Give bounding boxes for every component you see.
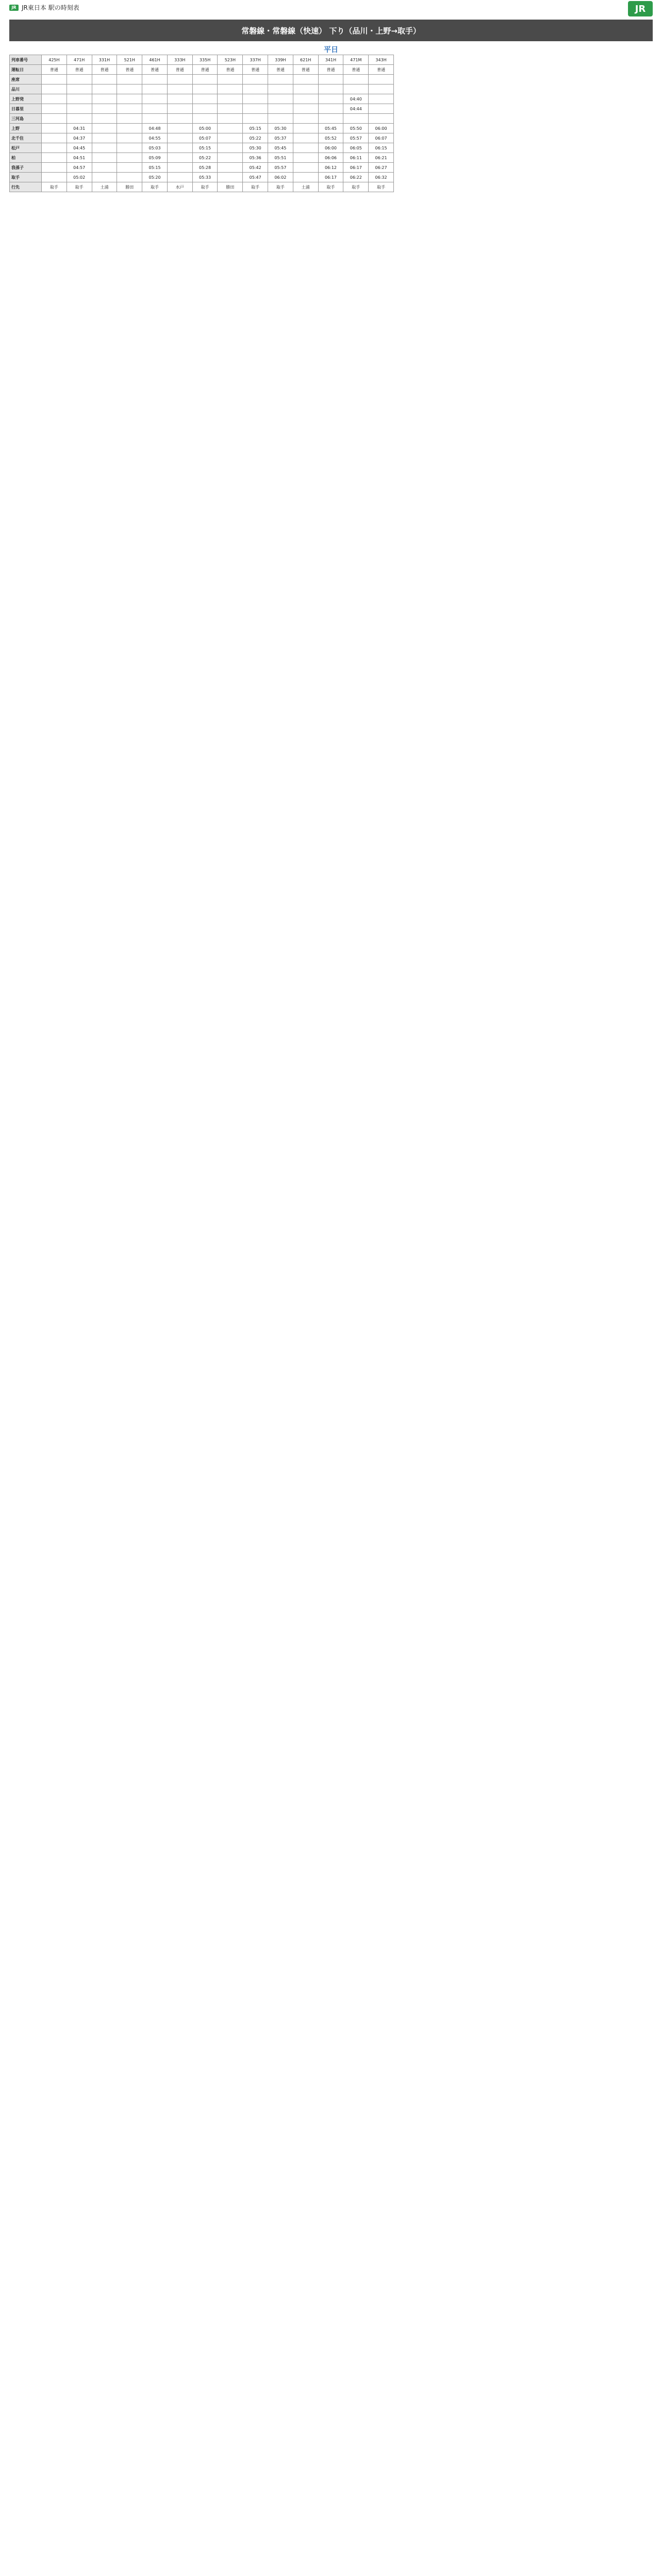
timetable-cell: 05:15 xyxy=(243,124,268,133)
timetable-cell xyxy=(42,143,67,153)
timetable-cell: 04:57 xyxy=(67,163,92,173)
jr-logo-icon: JR xyxy=(628,1,653,16)
row-label: 我孫子 xyxy=(10,163,42,173)
timetable-cell: 05:51 xyxy=(268,153,293,163)
timetable-cell xyxy=(243,114,268,124)
timetable-cell xyxy=(117,163,142,173)
timetable-cell xyxy=(117,104,142,114)
timetable-cell: 普通 xyxy=(318,65,343,75)
timetable-cell xyxy=(293,124,318,133)
timetable-cell: 06:00 xyxy=(369,124,394,133)
timetable-cell xyxy=(142,104,168,114)
timetable-cell: 04:40 xyxy=(343,94,369,104)
timetable-row xyxy=(10,173,394,182)
timetable-cell xyxy=(92,104,117,114)
timetable-cell xyxy=(142,84,168,94)
timetable-page-1 xyxy=(0,0,662,515)
timetable-cell: 05:57 xyxy=(268,163,293,173)
timetable-cell xyxy=(117,143,142,153)
timetable-cell: 04:55 xyxy=(142,133,168,143)
timetable-cell xyxy=(42,173,67,182)
timetable-cell: 06:07 xyxy=(369,133,394,143)
timetable-cell xyxy=(293,75,318,84)
timetable-cell: 05:00 xyxy=(192,124,218,133)
timetable-cell xyxy=(293,143,318,153)
timetable-cell: 普通 xyxy=(142,65,168,75)
timetable-cell: 勝田 xyxy=(117,182,142,192)
timetable-cell xyxy=(67,104,92,114)
timetable-cell: 05:28 xyxy=(192,163,218,173)
timetable-cell xyxy=(142,94,168,104)
header-left xyxy=(9,3,79,12)
timetable-cell xyxy=(218,84,243,94)
timetable-cell: 461H xyxy=(142,55,168,65)
timetable-cell xyxy=(192,114,218,124)
timetable-cell: 06:27 xyxy=(369,163,394,173)
timetable-cell xyxy=(92,124,117,133)
timetable-cell: 05:30 xyxy=(268,124,293,133)
timetable-cell: 普通 xyxy=(192,65,218,75)
timetable-cell xyxy=(218,133,243,143)
timetable-cell xyxy=(293,133,318,143)
timetable-cell xyxy=(167,173,192,182)
timetable-cell: 05:50 xyxy=(343,124,369,133)
timetable-cell: 06:05 xyxy=(343,143,369,153)
timetable-cell: 取手 xyxy=(192,182,218,192)
timetable-cell: 水戸 xyxy=(167,182,192,192)
timetable-cell: 05:15 xyxy=(142,163,168,173)
timetable-cell: 取手 xyxy=(268,182,293,192)
timetable-cell xyxy=(293,114,318,124)
timetable-cell xyxy=(243,94,268,104)
timetable-row xyxy=(10,153,394,163)
timetable-cell: 05:22 xyxy=(192,153,218,163)
timetable-row xyxy=(10,163,394,173)
timetable-cell xyxy=(42,75,67,84)
row-label: 行先 xyxy=(10,182,42,192)
timetable-cell xyxy=(243,84,268,94)
timetable-cell xyxy=(192,75,218,84)
timetable-row xyxy=(10,104,394,114)
timetable-cell xyxy=(167,75,192,84)
timetable-row xyxy=(10,114,394,124)
row-label: 運転日 xyxy=(10,65,42,75)
timetable-cell: 06:17 xyxy=(318,173,343,182)
timetable-cell: 04:48 xyxy=(142,124,168,133)
timetable-cell: 341H xyxy=(318,55,343,65)
timetable-row xyxy=(10,55,394,65)
timetable-cell xyxy=(167,163,192,173)
timetable-cell: 05:22 xyxy=(243,133,268,143)
timetable-cell xyxy=(192,104,218,114)
row-label: 上野発 xyxy=(10,94,42,104)
timetable-cell xyxy=(92,75,117,84)
timetable-cell: 普通 xyxy=(167,65,192,75)
day-type-label: 平日 xyxy=(324,46,338,54)
timetable-cell: 331H xyxy=(92,55,117,65)
row-label: 取手 xyxy=(10,173,42,182)
timetable-cell xyxy=(318,75,343,84)
timetable-cell xyxy=(92,143,117,153)
timetable-cell xyxy=(218,124,243,133)
timetable-cell: 取手 xyxy=(42,182,67,192)
timetable-cell xyxy=(293,173,318,182)
timetable-cell: 勝田 xyxy=(218,182,243,192)
timetable-cell xyxy=(167,143,192,153)
timetable-cell: 06:32 xyxy=(369,173,394,182)
timetable-cell xyxy=(293,153,318,163)
timetable-cell: 普通 xyxy=(67,65,92,75)
row-label: 北千住 xyxy=(10,133,42,143)
timetable-cell: 06:21 xyxy=(369,153,394,163)
timetable-cell xyxy=(369,114,394,124)
timetable-cell xyxy=(218,143,243,153)
timetable-cell xyxy=(167,114,192,124)
timetable-cell: 471M xyxy=(343,55,369,65)
timetable-cell xyxy=(343,84,369,94)
timetable-cell: 05:33 xyxy=(192,173,218,182)
timetable-cell: 普通 xyxy=(218,65,243,75)
timetable-cell xyxy=(167,124,192,133)
timetable-cell: 05:03 xyxy=(142,143,168,153)
timetable-cell xyxy=(293,163,318,173)
timetable-cell: 04:31 xyxy=(67,124,92,133)
timetable-cell xyxy=(293,104,318,114)
page-title: 常磐線・常磐線（快速） 下り（品川・上野→取手） xyxy=(9,20,653,41)
timetable-cell xyxy=(218,94,243,104)
timetable-row xyxy=(10,75,394,84)
timetable-cell xyxy=(343,114,369,124)
timetable-cell xyxy=(167,153,192,163)
timetable-cell xyxy=(268,104,293,114)
timetable-cell xyxy=(218,173,243,182)
row-label: 三河島 xyxy=(10,114,42,124)
timetable-cell: 05:09 xyxy=(142,153,168,163)
timetable-cell: 取手 xyxy=(369,182,394,192)
timetable-cell xyxy=(42,114,67,124)
row-label: 上野 xyxy=(10,124,42,133)
timetable-cell: 取手 xyxy=(67,182,92,192)
row-label: 列車番号 xyxy=(10,55,42,65)
timetable-cell xyxy=(117,84,142,94)
timetable-cell xyxy=(218,114,243,124)
timetable-cell: 04:45 xyxy=(67,143,92,153)
timetable-cell xyxy=(92,163,117,173)
timetable-cell: 521H xyxy=(117,55,142,65)
timetable-cell: 普通 xyxy=(343,65,369,75)
timetable-cell xyxy=(243,75,268,84)
timetable-row xyxy=(10,133,394,143)
timetable-cell xyxy=(42,133,67,143)
timetable-cell xyxy=(92,94,117,104)
timetable-cell xyxy=(42,94,67,104)
timetable-cell: 621H xyxy=(293,55,318,65)
timetable-cell: 06:06 xyxy=(318,153,343,163)
timetable-cell: 普通 xyxy=(369,65,394,75)
row-label: 柏 xyxy=(10,153,42,163)
timetable-cell xyxy=(343,75,369,84)
timetable-row xyxy=(10,65,394,75)
timetable-cell xyxy=(318,94,343,104)
timetable-cell: 05:45 xyxy=(318,124,343,133)
timetable-row xyxy=(10,124,394,133)
row-label: 日暮里 xyxy=(10,104,42,114)
timetable-cell xyxy=(268,114,293,124)
timetable-cell xyxy=(92,173,117,182)
timetable-cell: 06:12 xyxy=(318,163,343,173)
timetable-cell: 取手 xyxy=(318,182,343,192)
timetable-cell xyxy=(117,75,142,84)
timetable-cell: 普通 xyxy=(243,65,268,75)
row-label: 松戸 xyxy=(10,143,42,153)
timetable-cell xyxy=(42,104,67,114)
timetable-cell: 普通 xyxy=(268,65,293,75)
timetable-cell xyxy=(268,75,293,84)
timetable-cell xyxy=(318,114,343,124)
timetable-cell xyxy=(192,94,218,104)
timetable-row xyxy=(10,84,394,94)
row-label: 品川 xyxy=(10,84,42,94)
timetable-cell xyxy=(42,153,67,163)
timetable-cell: 土浦 xyxy=(293,182,318,192)
timetable-cell xyxy=(67,84,92,94)
timetable-cell xyxy=(369,94,394,104)
timetable-cell xyxy=(318,104,343,114)
timetable-cell xyxy=(369,104,394,114)
timetable-cell: 05:30 xyxy=(243,143,268,153)
timetable-cell: 523H xyxy=(218,55,243,65)
timetable-cell xyxy=(117,173,142,182)
timetable-cell: 取手 xyxy=(243,182,268,192)
timetable-cell xyxy=(369,75,394,84)
timetable-cell xyxy=(293,94,318,104)
timetable-row xyxy=(10,182,394,192)
timetable-cell xyxy=(92,84,117,94)
timetable-cell: 06:15 xyxy=(369,143,394,153)
company-name: JR東日本 駅の時刻表 xyxy=(22,4,79,11)
timetable-cell xyxy=(218,104,243,114)
timetable-cell xyxy=(167,94,192,104)
timetable-cell xyxy=(92,133,117,143)
timetable-cell xyxy=(142,114,168,124)
timetable-cell xyxy=(369,84,394,94)
timetable-cell xyxy=(167,84,192,94)
timetable-cell: 普通 xyxy=(293,65,318,75)
row-label: 座席 xyxy=(10,75,42,84)
timetable-cell xyxy=(67,94,92,104)
timetable-cell: 337H xyxy=(243,55,268,65)
timetable-cell xyxy=(243,104,268,114)
timetable-cell xyxy=(167,104,192,114)
timetable-cell: 04:51 xyxy=(67,153,92,163)
timetable-cell: 471H xyxy=(67,55,92,65)
timetable-cell xyxy=(42,124,67,133)
timetable-cell: 05:37 xyxy=(268,133,293,143)
timetable-cell: 05:02 xyxy=(67,173,92,182)
timetable-cell: 取手 xyxy=(142,182,168,192)
timetable-cell: 06:00 xyxy=(318,143,343,153)
timetable-cell xyxy=(92,114,117,124)
timetable-cell: 339H xyxy=(268,55,293,65)
timetable-table xyxy=(9,55,394,192)
timetable-cell: 取手 xyxy=(343,182,369,192)
timetable-cell xyxy=(67,114,92,124)
timetable-cell: 05:07 xyxy=(192,133,218,143)
timetable-cell xyxy=(42,84,67,94)
timetable-cell: 05:36 xyxy=(243,153,268,163)
timetable-cell: 06:22 xyxy=(343,173,369,182)
timetable-cell: 06:11 xyxy=(343,153,369,163)
timetable-cell xyxy=(268,84,293,94)
jr-small-logo-icon: JR xyxy=(9,5,19,11)
timetable-cell: 05:47 xyxy=(243,173,268,182)
timetable-cell xyxy=(218,75,243,84)
timetable-cell: 05:52 xyxy=(318,133,343,143)
timetable-cell xyxy=(318,84,343,94)
timetable-cell xyxy=(117,153,142,163)
timetable-row xyxy=(10,143,394,153)
timetable-cell: 06:02 xyxy=(268,173,293,182)
timetable-cell: 333H xyxy=(167,55,192,65)
timetable-row xyxy=(10,94,394,104)
timetable-cell xyxy=(117,133,142,143)
timetable-cell xyxy=(218,153,243,163)
timetable-cell: 土浦 xyxy=(92,182,117,192)
timetable-cell xyxy=(268,94,293,104)
timetable-cell xyxy=(92,153,117,163)
timetable-cell xyxy=(42,163,67,173)
timetable-cell: 05:20 xyxy=(142,173,168,182)
timetable-cell: 05:15 xyxy=(192,143,218,153)
timetable-cell: 335H xyxy=(192,55,218,65)
timetable-cell xyxy=(192,84,218,94)
timetable-cell: 普通 xyxy=(92,65,117,75)
timetable-cell: 05:42 xyxy=(243,163,268,173)
page-header xyxy=(9,1,653,14)
timetable-cell xyxy=(117,94,142,104)
timetable-cell: 普通 xyxy=(117,65,142,75)
timetable-cell: 425H xyxy=(42,55,67,65)
timetable-cell xyxy=(218,163,243,173)
timetable-cell xyxy=(142,75,168,84)
timetable-cell: 04:37 xyxy=(67,133,92,143)
timetable-cell: 05:45 xyxy=(268,143,293,153)
timetable-cell xyxy=(117,114,142,124)
timetable-cell xyxy=(117,124,142,133)
timetable-cell: 06:17 xyxy=(343,163,369,173)
timetable-cell xyxy=(67,75,92,84)
timetable-cell xyxy=(167,133,192,143)
timetable-cell xyxy=(293,84,318,94)
timetable-cell: 普通 xyxy=(42,65,67,75)
timetable-cell: 04:44 xyxy=(343,104,369,114)
timetable-cell: 343H xyxy=(369,55,394,65)
timetable-cell: 05:57 xyxy=(343,133,369,143)
